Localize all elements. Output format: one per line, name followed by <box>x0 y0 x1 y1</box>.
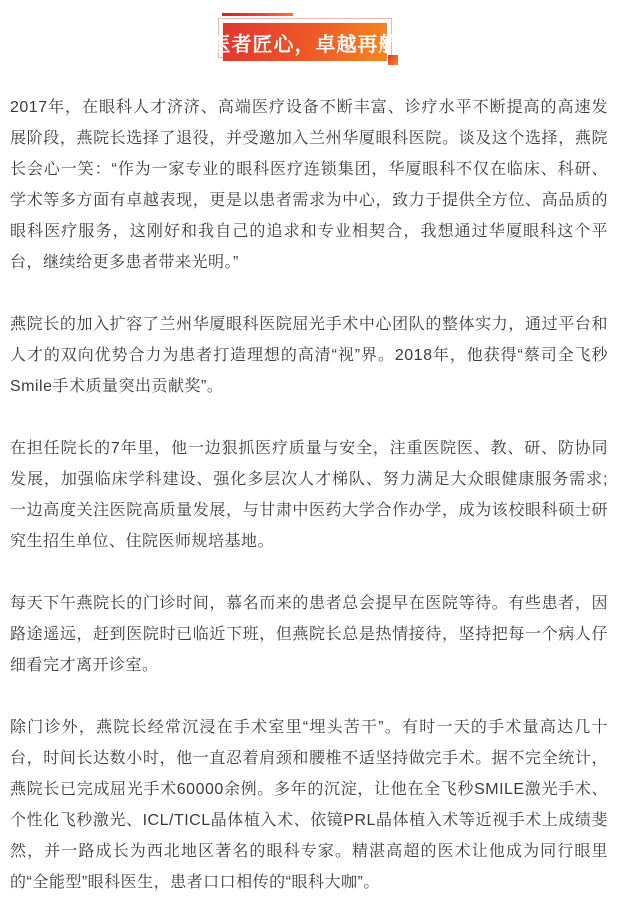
banner-title-badge <box>210 23 400 61</box>
paragraph: 在担任院长的7年里，他一边狠抓医疗质量与安全，注重医院医、教、研、防协同发展，加强临床学科建设、强化多层次人才梯队、努力满足大众眼健康服务需求;一边高度关注医院高质量发展，与甘肃中医药大学合作办学，成为该校眼科硕士研究生招生单位、住院医师规培基地。 <box>10 440 608 550</box>
banner-title: 医者匠心，卓越再航 <box>210 33 400 56</box>
paragraph: 燕院长的加入扩容了兰州华厦眼科医院屈光手术中心团队的整体实力，通过平台和人才的双向优势合力为患者打造理想的高清“视”界。2018年，他获得“蔡司全飞秒Smile手术质量突出贡献奖”。 <box>10 316 608 395</box>
article-body <box>0 92 618 898</box>
banner-accent-line <box>222 13 293 16</box>
article-header <box>0 0 618 92</box>
banner-accent-square <box>388 55 398 65</box>
paragraph: 除门诊外，燕院长经常沉浸在手术室里“埋头苦干”。有时一天的手术量高达几十台，时间长达数小时，他一直忍着肩颈和腰椎不适坚持做完手术。据不完全统计，燕院长已完成屈光手术60000余例。多年的沉淀，让他在全飞秒SMILE激光手术、个性化飞秒激光、ICL/TICL晶体植入术、依镜PRL晶体植入术等近视手术上成绩斐然，并一路成长为西北地区著名的眼科专家。精湛高超的医术让他成为同行眼里的“全能型”眼科医生，患者口口相传的“眼科大咖”。 <box>10 719 608 891</box>
paragraph: 2017年，在眼科人才济济、高端医疗设备不断丰富、诊疗水平不断提高的高速发展阶段，燕院长选择了退役，并受邀加入兰州华厦眼科医院。谈及这个选择，燕院长会心一笑：“作为一家专业的眼科医疗连锁集团，华厦眼科不仅在临床、科研、学术等多方面有卓越表现，更是以患者需求为中心，致力于提供全方位、高品质的眼科医疗服务，这刚好和我自己的追求和专业相契合，我想通过华厦眼科这个平台，继续给更多患者带来光明。” <box>10 99 608 271</box>
paragraph: 每天下午燕院长的门诊时间，慕名而来的患者总会提早在医院等待。有些患者，因路途遥远，赶到医院时已临近下班，但燕院长总是热情接待，坚持把每一个病人仔细看完才离开诊室。 <box>10 595 608 674</box>
